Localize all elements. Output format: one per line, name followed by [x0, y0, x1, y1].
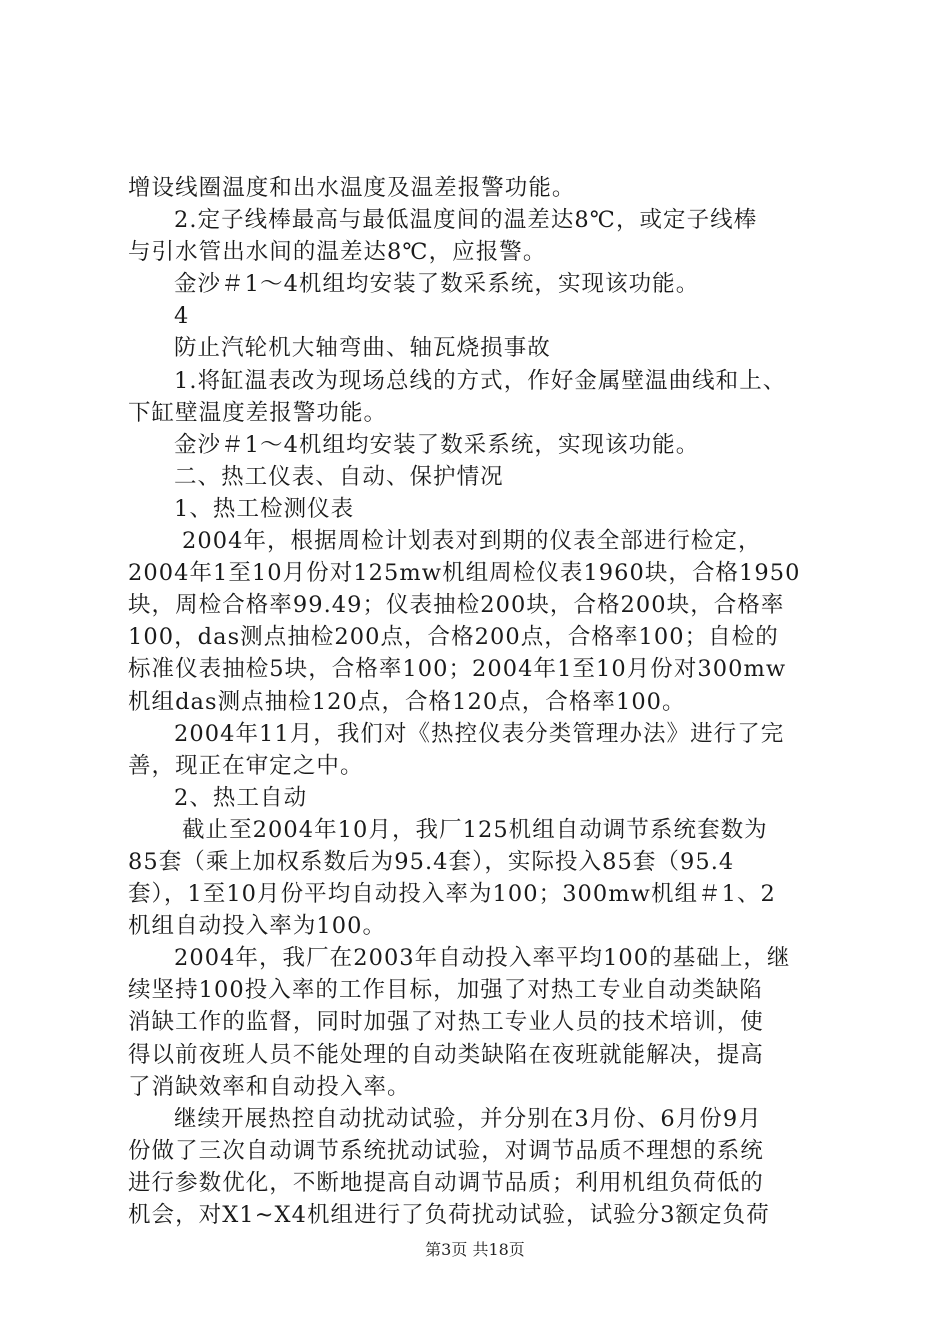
text-line: 块，周检合格率99.49；仪表抽检200块，合格200块，合格率 — [128, 592, 785, 619]
document-body — [128, 172, 833, 1231]
text-line: 2004年11月，我们对《热控仪表分类管理办法》进行了完 — [174, 720, 785, 747]
text-line: 1、热工检测仪表 — [174, 495, 355, 522]
text-line: 金沙＃1～4机组均安装了数采系统，实现该功能。 — [174, 431, 700, 458]
text-line: 2004年，根据周检计划表对到期的仪表全部进行检定， — [182, 528, 762, 555]
text-line: 机组自动投入率为100。 — [128, 913, 387, 940]
text-line: 截止至2004年10月，我厂125机组自动调节系统套数为 — [182, 816, 768, 843]
text-line: 1.将缸温表改为现场总线的方式，作好金属壁温曲线和上、 — [174, 367, 787, 394]
text-line: 100，das测点抽检200点，合格200点，合格率100；自检的 — [128, 624, 779, 651]
text-line: 标准仪表抽检5块，合格率100；2004年1至10月份对300mw — [128, 656, 787, 683]
text-line: 2.定子线棒最高与最低温度间的温差达8℃，或定子线棒 — [174, 207, 758, 234]
text-line: 套），1至10月份平均自动投入率为100；300mw机组＃1、2 — [128, 881, 776, 908]
text-line: 机组das测点抽检120点，合格120点，合格率100。 — [128, 688, 686, 715]
text-line: 了消缺效率和自动投入率。 — [128, 1073, 411, 1100]
text-line: 2、热工自动 — [174, 784, 308, 811]
text-line: 份做了三次自动调节系统扰动试验，对调节品质不理想的系统 — [128, 1137, 764, 1164]
text-line: 机会，对X1~X4机组进行了负荷扰动试验，试验分3额定负荷 — [128, 1202, 770, 1228]
page-footer: 第3页 共18页 — [425, 1240, 525, 1259]
text-line: 继续开展热控自动扰动试验，并分别在3月份、6月份9月 — [174, 1105, 762, 1132]
text-line: 下缸壁温度差报警功能。 — [128, 399, 388, 426]
text-line: 4 — [174, 303, 190, 330]
text-line: 85套（乘上加权系数后为95.4套），实际投入85套（95.4 — [128, 848, 735, 875]
text-line: 善，现正在审定之中。 — [128, 752, 364, 779]
text-line: 2004年，我厂在2003年自动投入率平均100的基础上，继 — [174, 945, 791, 972]
text-line: 2004年1至10月份对125mw机组周检仪表1960块，合格1950 — [128, 560, 801, 587]
text-line: 二、热工仪表、自动、保护情况 — [174, 463, 504, 490]
text-line: 消缺工作的监督，同时加强了对热工专业人员的技术培训，使 — [128, 1009, 764, 1036]
text-line: 得以前夜班人员不能处理的自动类缺陷在夜班就能解决，提高 — [128, 1041, 764, 1068]
text-line: 增设线圈温度和出水温度及温差报警功能。 — [128, 175, 576, 201]
text-line: 防止汽轮机大轴弯曲、轴瓦烧损事故 — [174, 335, 551, 362]
text-line: 金沙＃1～4机组均安装了数采系统，实现该功能。 — [174, 271, 700, 298]
text-line: 与引水管出水间的温差达8℃，应报警。 — [128, 239, 547, 266]
text-line: 进行参数优化，不断地提高自动调节品质；利用机组负荷低的 — [128, 1169, 764, 1196]
text-line: 续坚持100投入率的工作目标，加强了对热工专业自动类缺陷 — [128, 977, 763, 1004]
